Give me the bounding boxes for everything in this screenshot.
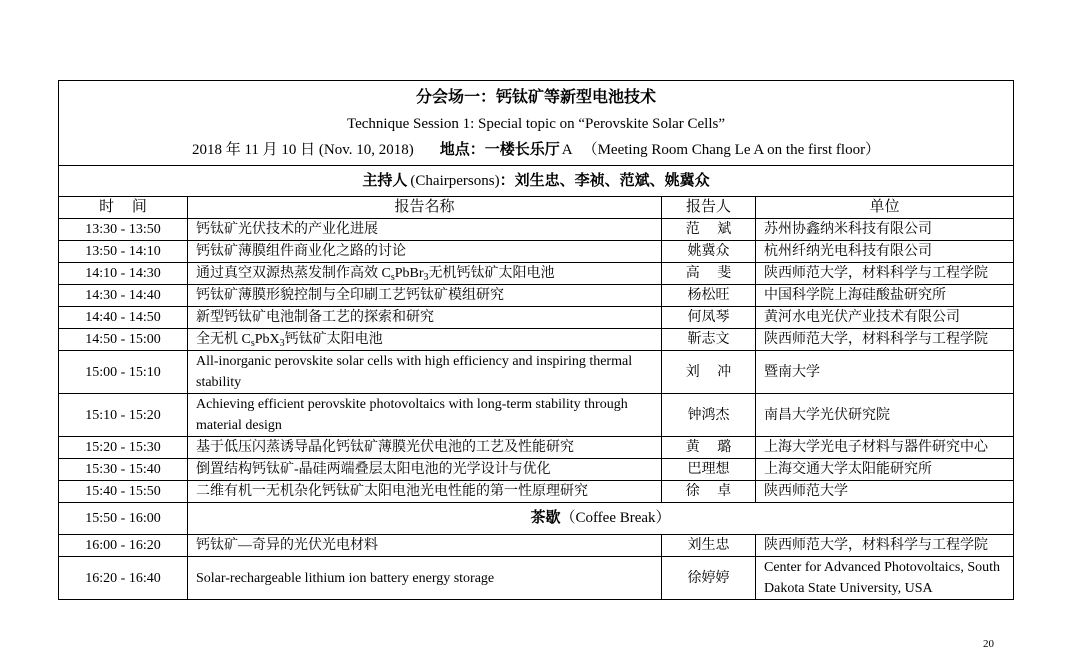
- schedule-row: [59, 307, 1014, 329]
- speaker-cell: 刘 冲: [662, 351, 756, 394]
- speaker-cell: 徐婷婷: [662, 557, 756, 600]
- time-cell: 15:10 - 15:20: [59, 394, 188, 437]
- schedule-row: [59, 351, 1014, 394]
- speaker-cell: 姚冀众: [662, 241, 756, 263]
- title-cell: 钙钛矿薄膜组件商业化之路的讨论: [188, 241, 662, 263]
- title-cell: [188, 329, 662, 351]
- unit-cell: 中国科学院上海硅酸盐研究所: [756, 285, 1014, 307]
- time-cell: 14:40 - 14:50: [59, 307, 188, 329]
- time-cell: 14:50 - 15:00: [59, 329, 188, 351]
- subscript: s: [390, 272, 395, 283]
- time-cell: 13:30 - 13:50: [59, 219, 188, 241]
- coffee-break-cell: [188, 503, 1014, 535]
- chairpersons-names: ：刘生忠、李祯、范斌、姚冀众: [499, 172, 710, 189]
- title-cell: 钙钛矿光伏技术的产业化进展: [188, 219, 662, 241]
- schedule-row: [59, 394, 1014, 437]
- time-cell: 16:20 - 16:40: [59, 557, 188, 600]
- column-header-title: 报告名称: [188, 197, 662, 219]
- chairpersons-label-cn: 主持人: [362, 172, 408, 189]
- speaker-cell: 高 斐: [662, 263, 756, 285]
- speaker-cell: 黄 璐: [662, 437, 756, 459]
- title-cell: 二维有机一无机杂化钙钛矿太阳电池光电性能的第一性原理研究: [188, 481, 662, 503]
- speaker-cell: 刘生忠: [662, 535, 756, 557]
- time-cell: 15:40 - 15:50: [59, 481, 188, 503]
- title-cell: Solar-rechargeable lithium ion battery energy storage: [188, 557, 662, 600]
- schedule-row: [59, 437, 1014, 459]
- title-cell: 钙钛矿薄膜形貌控制与全印刷工艺钙钛矿模组研究: [188, 285, 662, 307]
- schedule-row: [59, 285, 1014, 307]
- column-header-row: [59, 197, 1014, 219]
- speaker-cell: 杨松旺: [662, 285, 756, 307]
- time-cell: 15:20 - 15:30: [59, 437, 188, 459]
- session-title-cn: 分会场一：钙钛矿等新型电池技术: [415, 89, 656, 106]
- speaker-cell: 巴理想: [662, 459, 756, 481]
- coffee-break-row: [59, 503, 1014, 535]
- time-cell: 14:30 - 14:40: [59, 285, 188, 307]
- speaker-cell: 范 斌: [662, 219, 756, 241]
- unit-cell: 杭州纤纳光电科技有限公司: [756, 241, 1014, 263]
- coffee-break-label-cn: 茶歇: [530, 510, 561, 526]
- schedule-rows: [59, 219, 1014, 600]
- unit-cell: Center for Advanced Photovoltaics, South Dakota State University, USA: [756, 557, 1014, 600]
- title-text: 全无机 C: [196, 332, 251, 347]
- unit-cell: 暨南大学: [756, 351, 1014, 394]
- schedule-row: [59, 535, 1014, 557]
- schedule-row: [59, 241, 1014, 263]
- unit-cell: 陕西师范大学，材料科学与工程学院: [756, 263, 1014, 285]
- title-text: PbX: [254, 332, 280, 347]
- column-header-time: 时 间: [59, 197, 188, 219]
- subscript: s: [250, 338, 255, 349]
- title-text: 通过真空双源热蒸发制作高效 C: [196, 266, 391, 281]
- unit-cell: 上海交通大学太阳能研究所: [756, 459, 1014, 481]
- venue-label: 地点：一楼长乐厅: [439, 142, 560, 158]
- title-text: PbBr: [394, 266, 424, 281]
- unit-cell: 陕西师范大学，材料科学与工程学院: [756, 535, 1014, 557]
- title-cell: [188, 263, 662, 285]
- title-text: 无机钙钛矿太阳电池: [428, 266, 555, 281]
- unit-cell: 南昌大学光伏研究院: [756, 394, 1014, 437]
- schedule-row: [59, 263, 1014, 285]
- chairpersons: [59, 166, 1014, 197]
- speaker-cell: 徐 卓: [662, 481, 756, 503]
- unit-cell: 上海大学光电子材料与器件研究中心: [756, 437, 1014, 459]
- venue-en: （Meeting Room Chang Le A on the first floor）: [582, 142, 881, 158]
- title-cell: 基于低压闪蒸诱导晶化钙钛矿薄膜光伏电池的工艺及性能研究: [188, 437, 662, 459]
- schedule-row: [59, 219, 1014, 241]
- title-cell: 钙钛矿—奇异的光伏光电材料: [188, 535, 662, 557]
- title-text: 钙钛矿太阳电池: [284, 332, 383, 347]
- chairpersons-label-en: (Chairpersons): [410, 172, 500, 189]
- time-cell: 15:50 - 16:00: [59, 503, 188, 535]
- session-date: 2018 年 11 月 10 日 (Nov. 10, 2018): [191, 142, 414, 158]
- time-cell: 14:10 - 14:30: [59, 263, 188, 285]
- venue-room: A: [561, 142, 573, 158]
- title-cell: 倒置结构钙钛矿-晶硅两端叠层太阳电池的光学设计与优化: [188, 459, 662, 481]
- unit-cell: 陕西师范大学: [756, 481, 1014, 503]
- title-cell: Achieving efficient perovskite photovoltaics with long-term stability through material design: [188, 394, 662, 437]
- title-cell: 新型钙钛矿电池制备工艺的探索和研究: [188, 307, 662, 329]
- session-header-row: [59, 81, 1014, 166]
- title-cell: All-inorganic perovskite solar cells with high efficiency and inspiring thermal stability: [188, 351, 662, 394]
- session-header: [59, 81, 1014, 166]
- coffee-break-label-en: （Coffee Break）: [560, 510, 671, 526]
- schedule-row: [59, 329, 1014, 351]
- page-number: 20: [983, 638, 994, 650]
- schedule-row: [59, 459, 1014, 481]
- schedule-row: [59, 481, 1014, 503]
- column-header-speaker: 报告人: [662, 197, 756, 219]
- speaker-cell: 靳志文: [662, 329, 756, 351]
- chairpersons-row: [59, 166, 1014, 197]
- schedule-row: [59, 557, 1014, 600]
- subscript: 3: [423, 272, 429, 283]
- time-cell: 13:50 - 14:10: [59, 241, 188, 263]
- unit-cell: 苏州协鑫纳米科技有限公司: [756, 219, 1014, 241]
- column-header-unit: 单位: [756, 197, 1014, 219]
- speaker-cell: 钟鸿杰: [662, 394, 756, 437]
- time-cell: 15:30 - 15:40: [59, 459, 188, 481]
- subscript: 3: [279, 338, 285, 349]
- session-date-venue: [63, 137, 1009, 163]
- unit-cell: 黄河水电光伏产业技术有限公司: [756, 307, 1014, 329]
- speaker-cell: 何凤琴: [662, 307, 756, 329]
- session-title-en: Technique Session 1: Special topic on “Perovskite Solar Cells”: [346, 116, 726, 132]
- time-cell: 16:00 - 16:20: [59, 535, 188, 557]
- unit-cell: 陕西师范大学，材料科学与工程学院: [756, 329, 1014, 351]
- session-schedule-table: [58, 80, 1014, 600]
- time-cell: 15:00 - 15:10: [59, 351, 188, 394]
